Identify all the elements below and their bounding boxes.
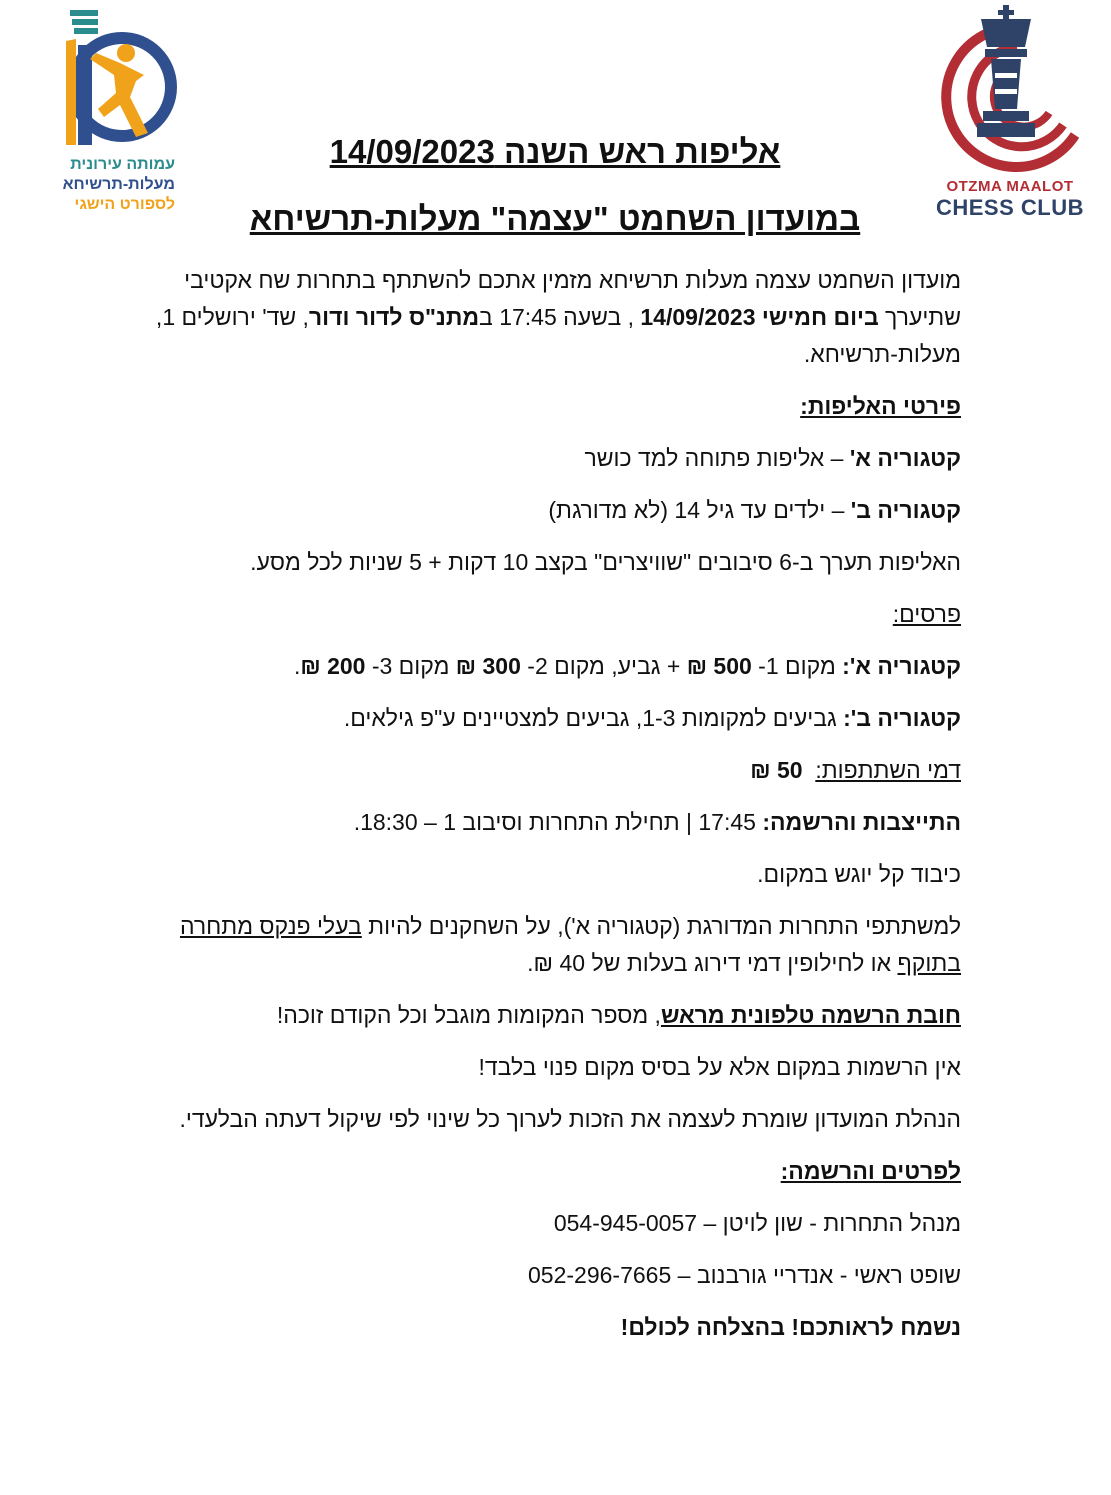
rated-note-text-2: או לחילופין דמי דירוג בעלות של 40 ₪. <box>527 950 898 976</box>
category-a-line <box>141 440 961 477</box>
registration-note <box>141 997 961 1034</box>
details-heading: פירטי האליפות: <box>800 393 961 419</box>
prizes-b-text: גביעים למקומות 1-3, גביעים למצטיינים ע"פ גילאים. <box>343 705 844 731</box>
intro-text-1: מועדון השחמט עצמה מעלות תרשיחא מזמין אתכם להשתתף בתחרות שח אקטיבי שתיערך <box>184 267 961 330</box>
logo-right-line1: OTZMA MAALOT <box>946 178 1074 195</box>
category-a-label: קטגוריה א' <box>849 445 961 471</box>
municipal-sports-association-logo <box>55 5 185 215</box>
intro-text-3: , שד' ירושלים 1, מעלות-תרשיחא. <box>155 304 961 367</box>
event-date: ביום חמישי 14/09/2023 <box>640 304 879 330</box>
chess-king-icon <box>935 5 1085 175</box>
prizes-category-b <box>141 700 961 737</box>
onsite-note: אין הרשמות במקום אלא על בסיס מקום פנוי בלבד! <box>478 1054 961 1080</box>
prize-second-value: 300 ₪ <box>455 653 521 679</box>
prizes-a-text-1: מקום 1- <box>751 653 843 679</box>
page-title: אליפות ראש השנה 14/09/2023 <box>329 133 781 170</box>
schedule-label: התייצבות והרשמה: <box>762 809 961 835</box>
contact-director: מנהל התחרות - שון לויטן – 054-945-0057 <box>553 1210 961 1236</box>
category-b-label: קטגוריה ב' <box>850 497 961 523</box>
schedule-text: 17:45 | תחילת התחרות וסיבוב 1 – 18:30. <box>353 809 763 835</box>
contacts-heading: לפרטים והרשמה: <box>780 1158 961 1184</box>
chess-club-logo <box>930 5 1090 220</box>
logo-left-line2: מעלות-תרשיחא <box>62 176 175 193</box>
rated-note <box>141 908 961 982</box>
management-note: הנהלת המועדון שומרת לעצמה את הזכות לערוך כל שינוי לפי שיקול דעתה הבלעדי. <box>179 1106 961 1132</box>
prizes-a-label: קטגוריה א': <box>842 653 961 679</box>
logo-left-line1: עמותה עירונית <box>70 156 175 173</box>
intro-text-2: , בשעה 17:45 ב <box>479 304 641 330</box>
prizes-category-a <box>141 648 961 685</box>
format-line: האליפות תערך ב-6 סיבובים "שוויצרים" בקצב 10 דקות + 5 שניות לכל מסע. <box>250 549 961 575</box>
logo-right-line2: CHESS CLUB <box>935 195 1084 220</box>
prizes-a-text-2: + גביע, מקום 2- <box>520 653 687 679</box>
registration-required: חובת הרשמה טלפונית מראש <box>660 1002 961 1028</box>
intro-paragraph <box>141 262 961 373</box>
prizes-b-label: קטגוריה ב': <box>843 705 961 731</box>
prizes-heading: פרסים: <box>892 601 961 627</box>
closing-line: נשמח לראותכם! בהצלחה לכולם! <box>620 1314 961 1340</box>
rated-note-text-1: למשתתפי התחרות המדורגת (קטגוריה א'), על השחקנים להיות <box>361 913 961 939</box>
logo-left-line3: לספורט הישגי <box>74 196 175 213</box>
category-a-text: – אליפות פתוחה למד כושר <box>584 445 850 471</box>
registration-note-text: , מספר המקומות מוגבל וכל הקודם זוכה! <box>276 1002 661 1028</box>
schedule-line <box>141 804 961 841</box>
prizes-a-text-4: . <box>293 653 301 679</box>
category-b-line <box>141 492 961 529</box>
refreshments-line: כיבוד קל יוגש במקום. <box>757 861 961 887</box>
fee-label: דמי השתתפות: <box>815 757 961 783</box>
event-venue: מתנ"ס לדור ודור <box>308 304 480 330</box>
fee-value: 50 ₪ <box>750 757 803 783</box>
prizes-a-text-3: מקום 3- <box>365 653 456 679</box>
announcement-body <box>141 262 961 1361</box>
contact-arbiter: שופט ראשי - אנדריי גורבנוב – 052-296-7665 <box>528 1262 961 1288</box>
prize-first-value: 500 ₪ <box>686 653 752 679</box>
category-b-text: – ילדים עד גיל 14 (לא מדורגת) <box>548 497 851 523</box>
prize-third-value: 200 ₪ <box>300 653 366 679</box>
fee-line <box>141 752 961 789</box>
rated-note-underlined: בעלי פנקס מתחרה בתוקף <box>179 913 961 976</box>
athlete-emblem-icon <box>60 5 180 150</box>
page-subtitle: במועדון השחמט "עצמה" מעלות-תרשיחא <box>249 200 861 237</box>
